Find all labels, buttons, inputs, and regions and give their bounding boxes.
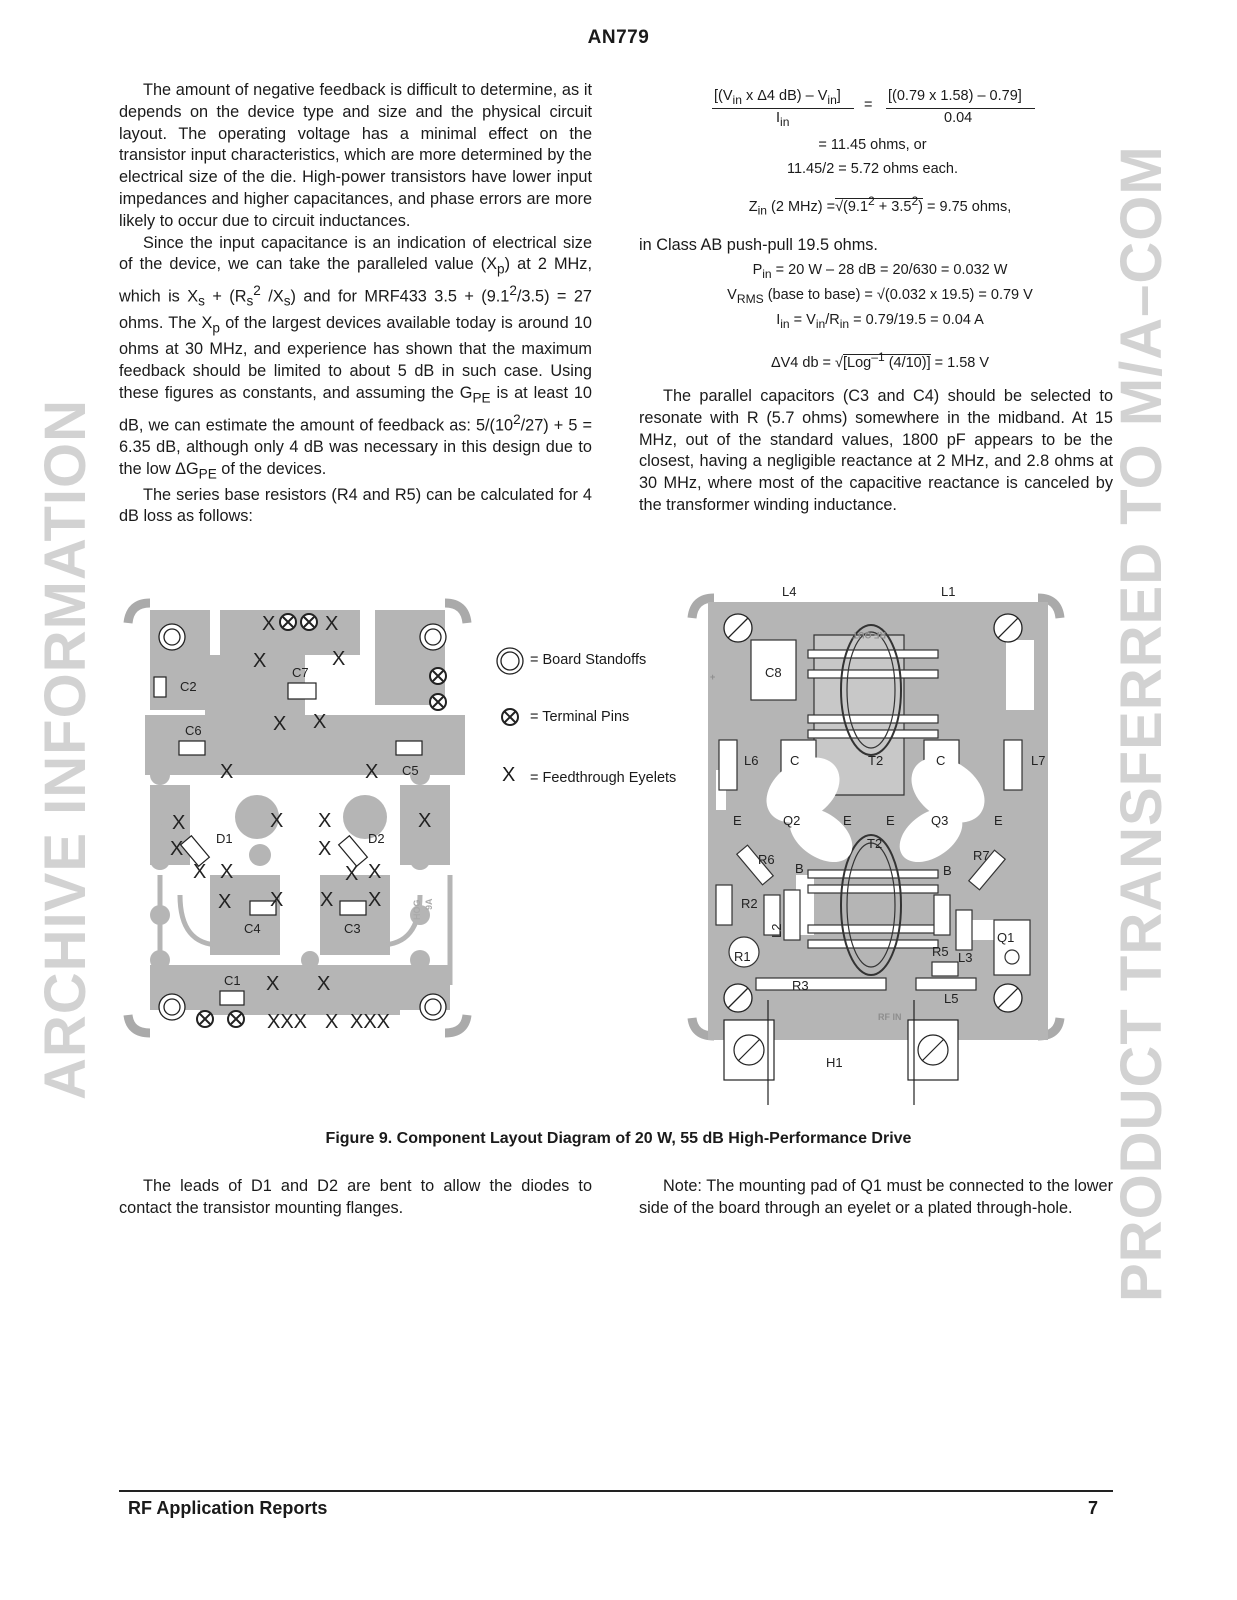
- label-c-left: C: [790, 753, 800, 768]
- svg-text:X: X: [418, 810, 432, 832]
- svg-text:X: X: [218, 891, 232, 913]
- label-q3: Q3: [931, 813, 949, 828]
- figure-caption: Figure 9. Component Layout Diagram of 20 W, 55 dB High-Performance Drive: [325, 1130, 912, 1147]
- svg-text:X: X: [273, 713, 287, 735]
- equation-zin: $Z_{in}$ (2 $MHz) =√(9.1^2 + 3.5^2) = 9.75$ ohms,: [748, 194, 1012, 218]
- paragraph-series-resistors: The series base resistors (R4 and R5) can be calculated for 4 dB loss as follows:: [119, 485, 592, 526]
- silk-rf-out: RF OUT: [852, 630, 886, 640]
- watermark-archive-information: ARCHIVE INFORMATION: [33, 398, 98, 1100]
- label-d1: D1: [216, 831, 233, 846]
- label-r5: R5: [932, 944, 949, 959]
- label-r3: R3: [792, 978, 809, 993]
- label-l1: L1: [941, 584, 956, 599]
- svg-text:XXX: XXX: [350, 1011, 391, 1033]
- label-q1: Q1: [997, 930, 1015, 945]
- fraction-denominator-left: $I_{in}$: [776, 110, 790, 129]
- right-column: [639, 386, 1113, 517]
- svg-text:X: X: [368, 889, 382, 911]
- label-h1: H1: [826, 1055, 843, 1070]
- legend-terminal-pins-label: = Terminal Pins: [530, 709, 630, 725]
- label-c1: C1: [224, 973, 241, 988]
- label-b-right: B: [943, 863, 952, 878]
- equation-iin: $I_{in} = V_{in}/R_{in} = 0.79/19.5 = 0.04$ A: [776, 312, 984, 331]
- legend-standoffs-label: = Board Standoffs: [530, 652, 647, 668]
- label-c8: C8: [765, 665, 782, 680]
- class-ab-line: in Class AB push-pull 19.5 ohms.: [639, 236, 878, 254]
- svg-text:X: X: [270, 889, 284, 911]
- equation-vrms: $V_{RMS}$ (base to base) = √(0.032 x 19.5) = 0.79 V: [727, 287, 1033, 306]
- svg-text:X: X: [220, 861, 234, 883]
- document-header: AN779: [587, 27, 650, 48]
- fraction-equation: [700, 88, 1045, 130]
- label-r7: R7: [973, 848, 990, 863]
- svg-text:X: X: [170, 838, 184, 860]
- terminal-pin-icon: [499, 706, 521, 728]
- label-c3: C3: [344, 921, 361, 936]
- right-board-diagram: [686, 580, 1070, 1108]
- svg-text:X: X: [317, 973, 331, 995]
- svg-text:X: X: [193, 861, 207, 883]
- svg-text:X: X: [313, 711, 327, 733]
- silk-9a: 9A: [424, 898, 434, 910]
- bottom-right-text: [639, 1176, 1113, 1220]
- label-r1: R1: [734, 949, 751, 964]
- silk-hog: HOG: [412, 899, 422, 920]
- label-l2: L2: [769, 923, 784, 938]
- label-c6: C6: [185, 723, 202, 738]
- silk-plus: +: [710, 672, 716, 682]
- svg-text:X: X: [262, 613, 276, 635]
- svg-text:XXX: XXX: [267, 1011, 308, 1033]
- label-c5: C5: [402, 763, 419, 778]
- standoff-icon: [495, 646, 525, 676]
- label-e1: E: [733, 813, 742, 828]
- label-t2-top: T2: [868, 753, 884, 768]
- svg-text:X: X: [365, 761, 379, 783]
- paragraph-feedback: The amount of negative feedback is difficult to determine, as it depends on the device type and size and the physical circuit layout. The operating voltage has a minimal effect on the transistor input characteristics, which are more determined by the electrical size of the die. High-power transistors have lower input impedances and higher capacitances, and phase errors are more likely to occur due to circuit inductances.: [119, 81, 592, 230]
- paragraph-parallel-capacitors: The parallel capacitors (C3 and C4) should be selected to resonate with R (5.7 ohms) somewhere in the midband. At 15 MHz, out of the standard values, 1800 pF appears to be the closest, having a negligible reactance at 2 MHz, and 2.8 ohms at 30 MHz, where most of the capacitive reactance is canceled by the transformer winding inductance.: [639, 387, 1113, 514]
- label-b-left: B: [795, 861, 804, 876]
- label-c7: C7: [292, 665, 309, 680]
- bottom-left-text: [119, 1176, 592, 1220]
- equation-result-1: = 11.45 ohms, or: [818, 137, 927, 153]
- silk-rf-in: RF IN: [878, 1012, 902, 1022]
- feedthrough-eyelet-icon: X: [502, 764, 516, 786]
- left-column: [119, 80, 592, 528]
- fraction-bar-right: [886, 108, 1035, 109]
- label-c-right: C: [936, 753, 946, 768]
- label-t2-bottom: T2: [867, 836, 883, 851]
- fraction-denominator-right: 0.04: [944, 110, 973, 126]
- paragraph-input-capacitance: Since the input capacitance is an indication of electrical size of the device, we can take the paralleled value $(X_p)$ at 2 MHz, which is $X_s + (R_s^2$ $/X_s$) and for MRF433 $3.5 + (9.1^2/3.5) = 27$ ohms. The $X_p$ of the largest devices available today is around 10 ohms at 30 MHz, and experience has shown that the maximum feedback should be limited to about 5 dB in such case. Using these figures as constants, and assuming the $G_{PE}$ is at least 10 dB, we can estimate the amount of feedback as: $5/(10^2/27) + 5 = 6.35$ dB, although only 4 dB was necessary in this design due to the low $\Delta G_{PE}$ of the devices.: [119, 233, 592, 481]
- svg-text:X: X: [325, 1011, 339, 1033]
- svg-text:X: X: [318, 838, 332, 860]
- legend-feedthrough-label: = Feedthrough Eyelets: [530, 770, 677, 786]
- page-number: 7: [1088, 1498, 1099, 1518]
- label-r2: R2: [741, 896, 758, 911]
- label-d2: D2: [368, 831, 385, 846]
- svg-text:X: X: [318, 810, 332, 832]
- equation-result-2: 11.45/2 = 5.72 ohms each.: [786, 161, 959, 177]
- label-l3: L3: [958, 950, 973, 965]
- svg-text:X: X: [368, 861, 382, 883]
- label-e4: E: [994, 813, 1003, 828]
- paragraph-q1-note: Note: The mounting pad of Q1 must be connected to the lower side of the board through an eyelet or a plated through-hole.: [639, 1177, 1113, 1217]
- footer-rule: [119, 1490, 1113, 1492]
- footer-title: RF Application Reports: [128, 1498, 328, 1518]
- fraction-numerator-left: [($V_{in}$ x Δ4 $dB) - V_{in}$]: [714, 88, 841, 107]
- legend: [495, 646, 695, 796]
- equation-pin: $P_{in} = 20$ W – 28 dB = 20/630 = 0.032 W: [752, 262, 1008, 281]
- label-q2: Q2: [783, 813, 801, 828]
- label-l5: L5: [944, 991, 959, 1006]
- svg-text:X: X: [345, 863, 359, 885]
- label-c4: C4: [244, 921, 261, 936]
- fraction-numerator-right: [(0.79 x 1.58) – 0.79]: [888, 88, 1022, 104]
- fraction-bar-left: [712, 108, 854, 109]
- label-l6: L6: [744, 753, 759, 768]
- svg-text:X: X: [270, 810, 284, 832]
- watermark-product-transferred: PRODUCT TRANSFERRED TO M/A–COM: [1109, 145, 1174, 1302]
- label-e3: E: [886, 813, 895, 828]
- label-c2: C2: [180, 679, 197, 694]
- equation-dv4: ΔV4 db = √[Log$^{-1}$ (4/10)] = 1.58 V: [770, 350, 990, 371]
- svg-text:X: X: [325, 613, 339, 635]
- fraction-equals: =: [864, 97, 873, 113]
- svg-text:X: X: [220, 761, 234, 783]
- label-e2: E: [843, 813, 852, 828]
- svg-text:X: X: [266, 973, 280, 995]
- label-r6: R6: [758, 852, 775, 867]
- svg-text:X: X: [320, 889, 334, 911]
- label-l7: L7: [1031, 753, 1046, 768]
- svg-text:X: X: [172, 812, 186, 834]
- svg-text:X: X: [253, 650, 267, 672]
- svg-text:X: X: [332, 648, 346, 670]
- left-board-diagram: [120, 585, 485, 1045]
- paragraph-diode-leads: The leads of D1 and D2 are bent to allow the diodes to contact the transistor mounting flanges.: [119, 1177, 592, 1217]
- label-l4: L4: [782, 584, 797, 599]
